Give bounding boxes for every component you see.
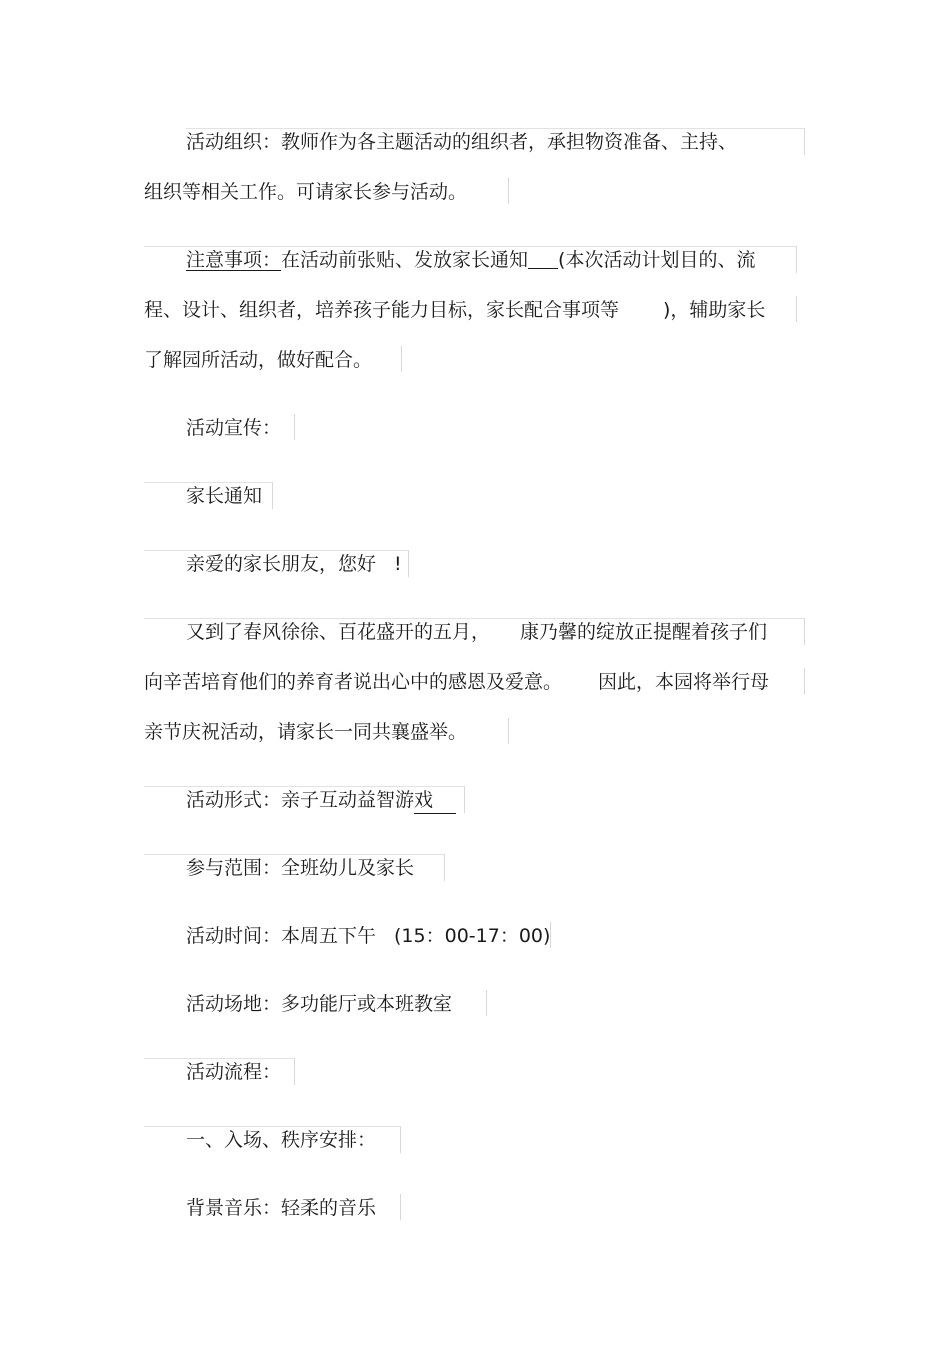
activity-venue: 活动场地：多功能厅或本班教室 — [186, 993, 453, 1015]
notes-line-3: 了解园所活动，做好配合。 — [144, 349, 373, 371]
participation-scope: 参与范围：全班幼儿及家长 — [186, 857, 415, 879]
notes-label: 注意事项： — [186, 249, 282, 271]
notes-line-1: 注意事项：在活动前张贴、发放家长通知 (本次活动计划目的、流 — [186, 249, 756, 271]
activity-organization-line-1: 活动组织：教师作为各主题活动的组织者，承担物资准备、主持、 — [186, 131, 738, 153]
blank-underline — [528, 248, 558, 269]
notes-line-2: 程、设计、组织者，培养孩子能力目标，家长配合事项等 )，辅助家长 — [144, 299, 766, 321]
activity-process-heading: 活动流程： — [186, 1061, 282, 1083]
step-1: 一、入场、秩序安排： — [186, 1129, 377, 1151]
activity-time: 活动时间：本周五下午 (15：00-17：00) — [186, 925, 551, 947]
greeting: 亲爱的家长朋友，您好 ! — [186, 553, 402, 575]
notice-title: 家长通知 — [186, 485, 263, 507]
activity-organization-line-2: 组织等相关工作。可请家长参与活动。 — [144, 181, 468, 203]
activity-form: 活动形式：亲子互动益智游戏 — [186, 787, 456, 814]
notice-body-line-1: 又到了春风徐徐、百花盛开的五月， 康乃馨的绽放正提醒着孩子们 — [186, 621, 768, 643]
notice-body-line-3: 亲节庆祝活动，请家长一同共襄盛举。 — [144, 721, 468, 743]
publicity-heading: 活动宣传： — [186, 417, 282, 439]
notice-body-line-2: 向辛苦培育他们的养育者说出心中的感恩及爱意。 因此，本园将举行母 — [144, 671, 770, 693]
blank-underline: 戏 — [414, 787, 456, 814]
background-music: 背景音乐：轻柔的音乐 — [186, 1197, 377, 1219]
